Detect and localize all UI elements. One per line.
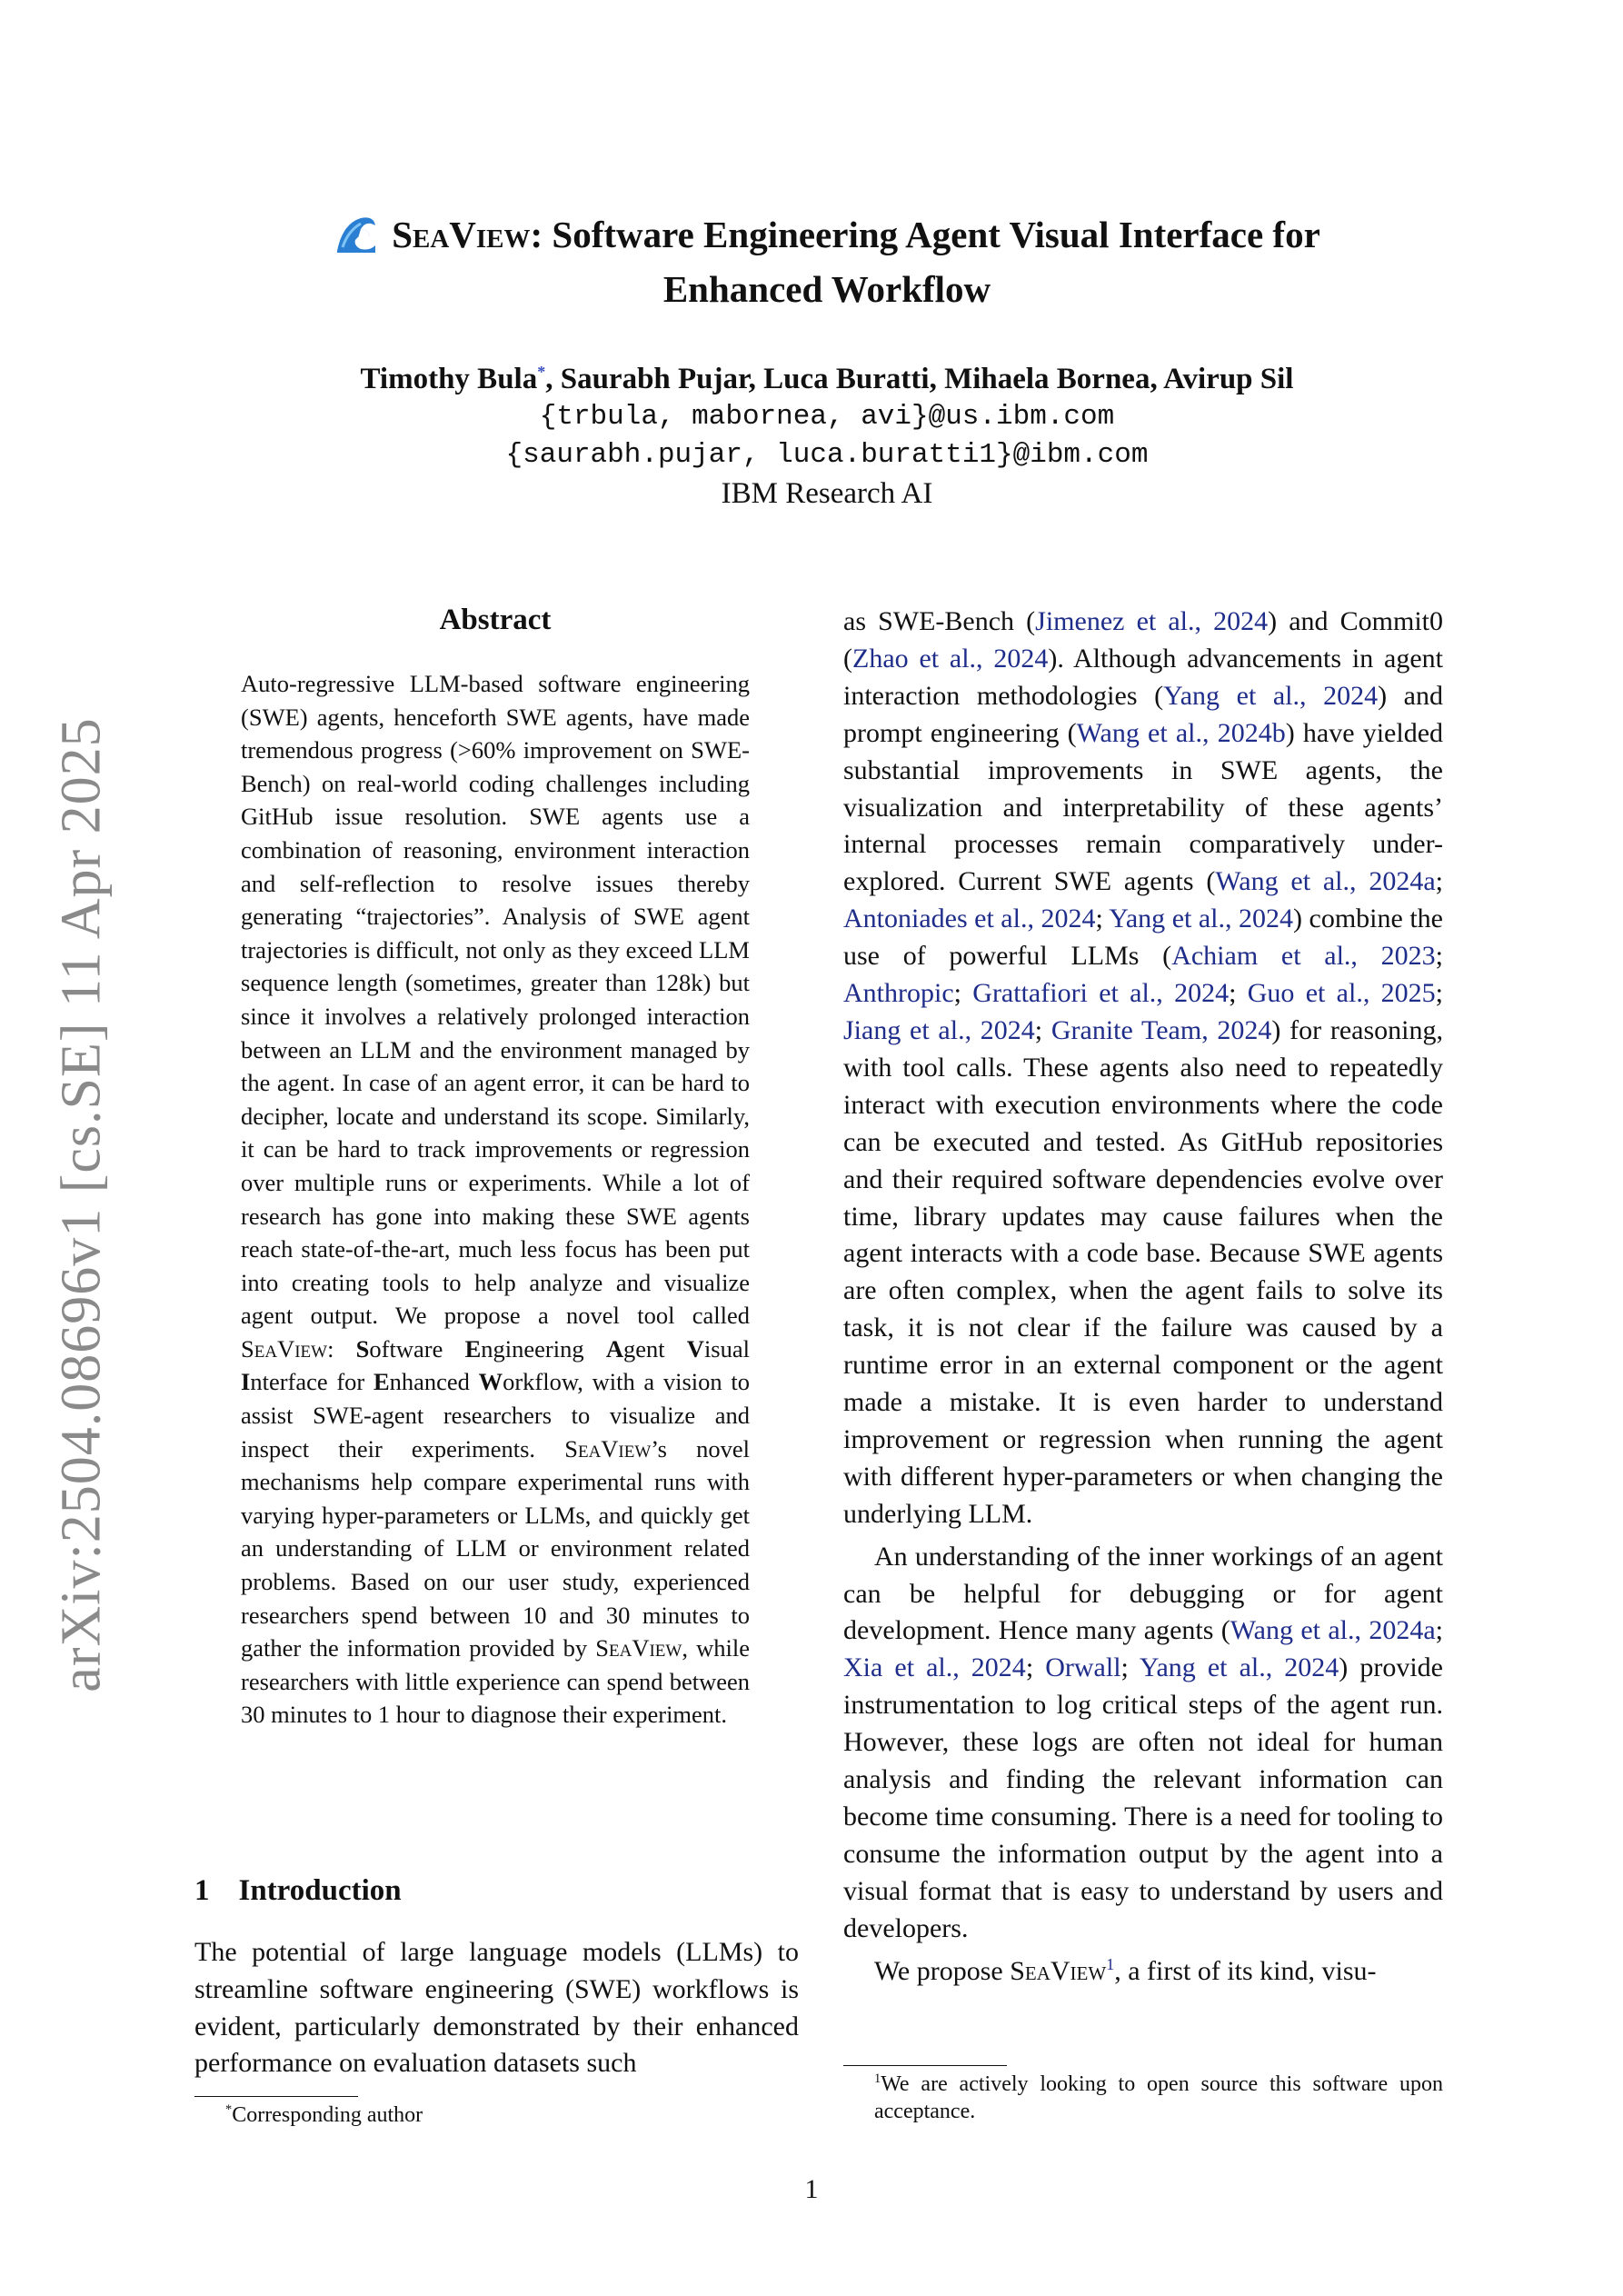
- footnote-rule: [843, 2065, 1007, 2066]
- right-column-text: [843, 604, 1443, 1991]
- citation-link[interactable]: Yang et al., 2024: [1139, 1652, 1339, 1683]
- citation-link[interactable]: Orwall: [1045, 1652, 1121, 1683]
- citation-link[interactable]: Jiang et al., 2024: [843, 1014, 1035, 1045]
- citation-link[interactable]: Yang et al., 2024: [1109, 903, 1294, 934]
- title-line1: : Software Engineering Agent Visual Interface for: [530, 214, 1320, 255]
- arxiv-id: arXiv:2504.08696v1 [cs.SE] 11 Apr 2025: [50, 716, 113, 1692]
- paragraph-1: as SWE-Bench (Jimenez et al., 2024) and Commit0 (Zhao et al., 2024). Although advancements in agent interaction methodologies (Yang et al., 2024) and prompt engineering (Wang et al., 2024b) have yielded substantial improvements in SWE agents, the visualization and interpretability of these agents’ internal processes remain comparatively under-explored. Current SWE agents (Wang et al., 2024a; Antoniades et al., 2024; Yang et al., 2024) combine the use of powerful LLMs (Achiam et al., 2023; Anthropic; Grattafiori et al., 2024; Guo et al., 2025; Jiang et al., 2024; Granite Team, 2024) for reasoning, with tool calls. These agents also need to repeatedly interact with execution environments where the code can be executed and tested. As GitHub repositories and their required software dependencies evolve over time, library updates may cause failures when the agent interacts with a code base. Because SWE agents are often complex, when the agent fails to solve its task, it is not clear if the failure was caused by a runtime error in an external component or the agent made a mistake. It is even harder to understand improvement or regression when running the agent with different hyper-parameters or when changing the underlying LLM.: [843, 606, 1444, 1529]
- citation-link[interactable]: Wang et al., 2024a: [1230, 1615, 1436, 1646]
- paragraph-3: We propose SeaView$^1$, a first of its kind, visu-: [874, 1954, 1377, 1986]
- citation-link[interactable]: Wang et al., 2024a: [1215, 866, 1436, 897]
- email-1: {trbula, mabornea, avi}@us.ibm.com: [539, 401, 1115, 433]
- title-line2: Enhanced Workflow: [662, 268, 991, 310]
- citation-link[interactable]: Jimenez et al., 2024: [1035, 606, 1269, 636]
- abstract-heading: Abstract: [439, 604, 552, 636]
- corresponding-mark: *: [537, 363, 546, 381]
- footnote-corresponding: *Corresponding author: [225, 2102, 423, 2127]
- wave-logo-icon: [334, 211, 379, 266]
- affiliation: IBM Research AI: [721, 477, 933, 510]
- author-names: Timothy Bula*, Saurabh Pujar, Luca Buratti, Mihaela Bornea, Avirup Sil: [360, 363, 1294, 395]
- citation-link[interactable]: Granite Team, 2024: [1050, 1014, 1272, 1045]
- citation-link[interactable]: Achiam et al., 2023: [1171, 941, 1436, 972]
- citation-link[interactable]: Zhao et al., 2024: [852, 643, 1049, 674]
- citation-link[interactable]: Grattafiori et al., 2024: [972, 978, 1230, 1009]
- citation-link[interactable]: Yang et al., 2024: [1163, 680, 1379, 711]
- paragraph-2: An understanding of the inner workings of an agent can be helpful for debugging or for agent development. Hence many agents (Wang et al., 2024a; Xia et al., 2024; Orwall; Yang et al., 2024) provide instrumentation to log critical steps of the agent run. However, these logs are often not ideal for human analysis and finding the relevant information can become time consuming. There is a need for tooling to consume the information output by the agent into a visual format that is easy to understand by users and developers.: [843, 1541, 1443, 1943]
- footnote-ref[interactable]: 1: [1106, 1954, 1115, 1973]
- author-block: [182, 360, 1472, 513]
- citation-link[interactable]: Guo et al., 2025: [1247, 978, 1436, 1009]
- email-2: {saurabh.pujar, luca.buratti1}@ibm.com: [505, 439, 1149, 471]
- citation-link[interactable]: Anthropic: [843, 978, 954, 1009]
- intro-paragraph: The potential of large language models (LLMs) to streamline software engineering (SWE) workflows is evident, particularly demonstrated by their enhanced performance on evaluation datasets such: [194, 1937, 799, 2079]
- citation-link[interactable]: Wang et al., 2024b: [1076, 717, 1286, 748]
- abstract-body: Auto-regressive LLM-based software engineering (SWE) agents, henceforth SWE agents, have made tremendous progress (>60% improvement on SWE-Bench) on real-world coding challenges including GitHub issue resolution. SWE agents use a combination of reasoning, environment interaction and self-reflection to resolve issues thereby generating “trajectories”. Analysis of SWE agent trajectories is difficult, not only as they exceed LLM sequence length (sometimes, greater than 128k) but since it involves a relatively prolonged interaction between an LLM and the environment managed by the agent. In case of an agent error, it can be hard to decipher, locate and understand its scope. Similarly, it can be hard to track improvements or regression over multiple runs or experiments. While a lot of research has gone into making these SWE agents reach state-of-the-art, much less focus has been put into creating tools to help analyze and visualize agent output. We propose a novel tool called SeaView: Software Engineering Agent Visual Interface for Enhanced Workflow, with a vision to assist SWE-agent researchers to visualize and inspect their experiments. SeaView’s novel mechanisms help compare experimental runs with varying hyper-parameters or LLMs, and quickly get an understanding of LLM or environment related problems. Based on our user study, experienced researchers spend between 10 and 30 minutes to gather the information provided by SeaView, while researchers with little experience can spend between 30 minutes to 1 hour to diagnose their experiment.: [241, 670, 750, 1729]
- paper-title: [182, 211, 1472, 312]
- footnote-1: $^1$We are actively looking to open source this software upon acceptance.: [874, 2071, 1443, 2123]
- arxiv-sidebar: [27, 716, 136, 1692]
- citation-link[interactable]: Antoniades et al., 2024: [843, 903, 1096, 934]
- footnote-rule: [194, 2096, 358, 2097]
- tool-name: SeaView: [392, 214, 531, 255]
- section-heading-introduction: 1 Introduction: [194, 1874, 402, 1907]
- citation-link[interactable]: Xia et al., 2024: [843, 1652, 1026, 1683]
- page-number: 1: [804, 2174, 819, 2204]
